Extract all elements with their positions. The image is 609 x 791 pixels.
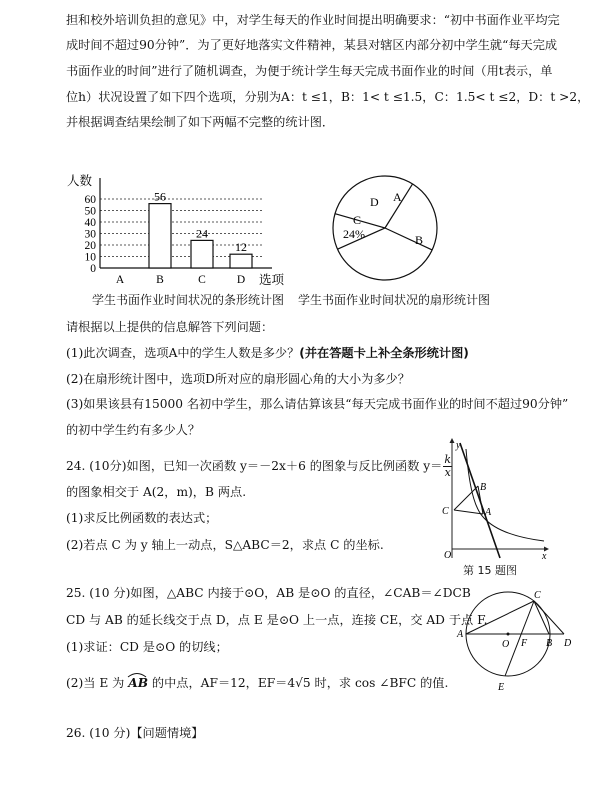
q26-line-1: 26. (10 分)【问题情境】 [66,726,204,740]
data-label: 24 [196,226,208,241]
y-tick-label: 0 [90,263,96,275]
data-label: 56 [154,189,166,204]
pie-slice-annotation: 24% [343,227,365,241]
y-tick-label: 50 [84,205,96,218]
intro-line-2: 成时间不超过90分钟”．为了更好地落实文件精神，某县对辖区内部分初中学生就“每天完成 [66,38,558,52]
x-axis-label: 选项 [259,273,285,287]
q24-frac-num: k [444,453,452,466]
q24-fig-label-c: C [442,506,449,517]
q24-line-2: 的图象相交于 A(2，m)，B 两点. [66,485,247,499]
q25-fig-label-d: D [564,638,572,649]
y-tick-label: 60 [84,194,96,206]
arc-mark-icon [127,672,147,678]
q24-fig-label-a: A [485,507,492,518]
intro-line-1: 担和校外培训负担的意见》中，对学生每天的作业时间提出明确要求：“初中书面作业平均完 [66,13,560,27]
q23-part-3: (3)如果该县有15000 名初中学生，那么请估算该县“每天完成书面作业的时间不超过90分钟” [66,397,569,411]
q25-part-2 [66,674,448,692]
pie-chart-caption: 学生书面作业时间状况的扇形统计图 [298,293,491,307]
bar-chart [62,170,302,288]
q25-arc-ab [128,676,148,690]
x-tick-label: D [236,274,246,286]
q25-fig-label-c: C [534,590,541,601]
q25-part-2-end: 的中点，AF＝12，EF＝4√5 时，求 cos ∠BFC 的值. [148,676,449,690]
q25-fig-label-o: O [502,639,510,650]
q24-fig-label-b: B [480,482,487,493]
bar [149,204,171,268]
q24-stem: 24. (10分)如图，已知一次函数 y＝－2x＋6 的图象与反比例函数 y＝ [66,459,443,473]
q23-part-1 [66,344,469,362]
intro-line-3: 书面作业的时间”进行了随机调查，为便于统计学生每天完成书面作业的时间（用t表示，单 [66,64,553,78]
q25-line-1: 25. (10 分)如图，△ABC 内接于⊙O，AB 是⊙O 的直径，∠CAB＝∠DCB [66,586,471,600]
q24-figure-caption: 第 15 题图 [463,564,517,577]
y-tick-label: 40 [84,217,96,229]
q23-prompt: 请根据以上提供的信息解答下列问题： [66,320,274,334]
q24-figure [432,437,552,559]
q25-arc-ab-label: AB [128,676,149,690]
q24-fig-label-o: O [444,550,452,559]
q24-frac-den: x [444,466,451,479]
y-tick-label: 10 [84,251,96,264]
q24-fig-label-y: y [456,440,461,451]
intro-line-5: 并根据调查结果绘制了如下两幅不完整的统计图． [66,115,335,129]
y-tick-label: 20 [84,240,96,252]
q23-part-2: (2)在扇形统计图中，选项D所对应的扇形圆心角的大小为多少？ [66,372,410,386]
q25-part-2-start: (2)当 E 为 [66,676,125,690]
q25-line-2: CD 与 AB 的延长线交于点 D，点 E 是⊙O 上一点，连接 CE，交 AD 于点 F. [66,613,488,627]
data-label: 12 [235,240,247,255]
pie-slice-label: C [353,213,362,227]
q25-figure [452,588,578,694]
x-tick-label: C [198,274,206,286]
pie-slice-label: A [393,190,402,204]
q24-line-1 [66,454,452,479]
pie-chart [325,170,445,290]
q25-part-1: (1)求证：CD 是⊙O 的切线； [66,640,228,654]
bar [191,240,213,268]
x-tick-label: A [115,274,125,286]
y-axis-label: 人数 [67,174,93,188]
q25-fig-label-b: B [546,638,553,649]
q25-fig-label-f: F [521,638,528,649]
q24-part-1: (1)求反比例函数的表达式； [66,511,218,525]
pie-slice-label: B [415,233,424,247]
pie-slice-label: D [370,195,379,209]
bar-chart-caption: 学生书面作业时间状况的条形统计图 [92,293,285,307]
q25-fig-label-e: E [498,682,505,693]
q23-part-1-note: (并在答题卡上补全条形统计图) [299,346,469,360]
y-tick-label: 30 [84,228,96,241]
q24-part-2: (2)若点 C 为 y 轴上一动点，S△ABC＝2，求点 C 的坐标. [66,538,384,552]
q23-part-1-text: (1)此次调查，选项A中的学生人数是多少？ [66,346,300,360]
bar [230,254,252,268]
q24-fig-label-x: x [542,551,547,559]
q25-fig-label-a: A [457,629,464,640]
intro-line-4: 位h）状况设置了如下四个选项，分别为A：t ≤1，B：1< t ≤1.5，C：1.5< t ≤2，D：t >2， [66,90,590,104]
q23-part-3-cont: 的初中学生约有多少人？ [66,423,201,437]
x-tick-label: B [156,274,164,286]
